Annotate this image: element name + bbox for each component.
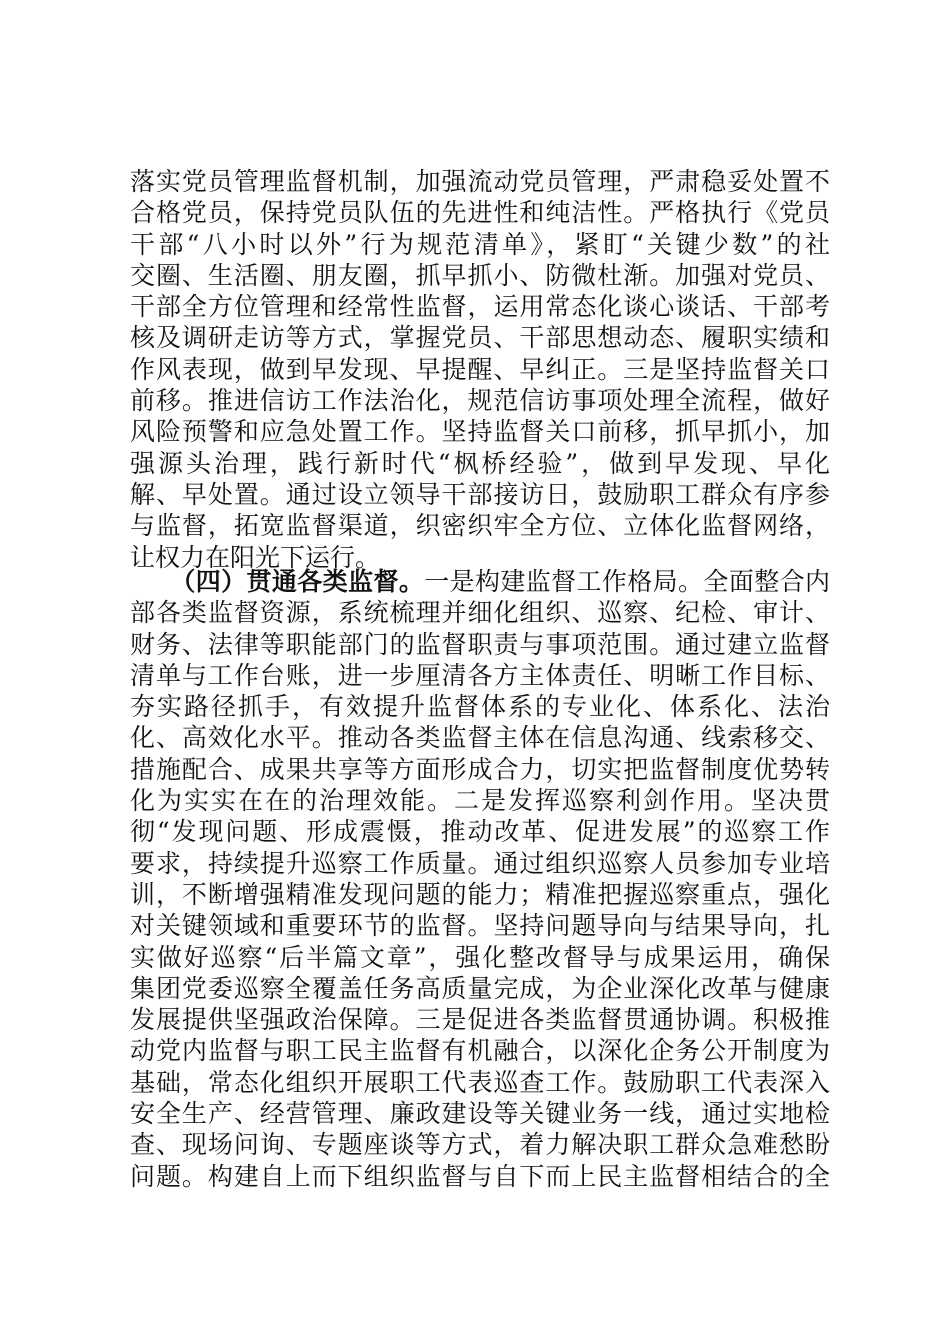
text-line: 风险预警和应急处置工作。坚持监督关口前移，抓早抓小，加	[130, 417, 830, 447]
text-line: 交圈、生活圈、朋友圈，抓早抓小、防微杜渐。加强对党员、	[130, 260, 830, 290]
text-line: 干部全方位管理和经常性监督，运用常态化谈心谈话、干部考	[130, 292, 830, 322]
text-line: 实做好巡察“后半篇文章”，强化整改督导与成果运用，确保	[130, 942, 830, 972]
text-line: 解、早处置。通过设立领导干部接访日，鼓励职工群众有序参	[130, 479, 830, 509]
text-line: 让权力在阳光下运行。	[130, 542, 381, 572]
text-line: 落实党员管理监督机制，加强流动党员管理，严肃稳妥处置不	[130, 167, 830, 196]
text-line: 发展提供坚强政治保障。三是促进各类监督贯通协调。积极推	[130, 1005, 830, 1035]
text-line: 安全生产、经营管理、廉政建设等关键业务一线，通过实地检	[130, 1099, 830, 1129]
text-line: 动党内监督与职工民主监督有机融合，以深化企务公开制度为	[130, 1036, 830, 1066]
text-line: 查、现场问询、专题座谈等方式，着力解决职工群众急难愁盼	[130, 1130, 830, 1160]
text-line: 要求，持续提升巡察工作质量。通过组织巡察人员参加专业培	[130, 848, 830, 878]
text-line: 合格党员，保持党员队伍的先进性和纯洁性。严格执行《党员	[130, 198, 830, 228]
text-line: 集团党委巡察全覆盖任务高质量完成，为企业深化改革与健康	[130, 973, 830, 1003]
text-line: 部各类监督资源，系统梳理并细化组织、巡察、纪检、审计、	[130, 598, 830, 628]
text-line: 措施配合、成果共享等方面形成合力，切实把监督制度优势转	[130, 754, 830, 784]
text-line: 财务、法律等职能部门的监督职责与事项范围。通过建立监督	[130, 629, 830, 659]
text-line: 训，不断增强精准发现问题的能力；精准把握巡察重点，强化	[130, 879, 830, 909]
first-line-text: 一是构建监督工作格局。全面整合内	[424, 567, 830, 596]
text-line: 问题。构建自上而下组织监督与自下而上民主监督相结合的全	[130, 1161, 830, 1191]
paragraph-section-four	[130, 566, 830, 1192]
paragraph-continued	[130, 166, 830, 573]
text-line: 彻“发现问题、形成震慑，推动改革、促进发展”的巡察工作	[130, 817, 830, 847]
text-line: 清单与工作台账，进一步厘清各方主体责任、明晰工作目标、	[130, 660, 830, 690]
text-line: 前移。推进信访工作法治化，规范信访事项处理全流程，做好	[130, 386, 830, 416]
text-line: 对关键领域和重要环节的监督。坚持问题导向与结果导向，扎	[130, 911, 830, 941]
text-line: 基础，常态化组织开展职工代表巡查工作。鼓励职工代表深入	[130, 1067, 830, 1097]
text-line: 核及调研走访等方式，掌握党员、干部思想动态、履职实绩和	[130, 323, 830, 353]
text-line: 强源头治理，践行新时代“枫桥经验”，做到早发现、早化	[130, 448, 830, 478]
text-line: 化、高效化水平。推动各类监督主体在信息沟通、线索移交、	[130, 723, 830, 753]
first-line	[130, 566, 830, 597]
text-line: 化为实实在在的治理效能。二是发挥巡察利剑作用。坚决贯	[130, 786, 830, 816]
text-line: 干部“八小时以外”行为规范清单》，紧盯“关键少数”的社	[130, 229, 830, 259]
text-line: 夯实路径抓手，有效提升监督体系的专业化、体系化、法治	[130, 692, 830, 722]
text-line: 作风表现，做到早发现、早提醒、早纠正。三是坚持监督关口	[130, 354, 830, 384]
text-line: 与监督，拓宽监督渠道，织密织牢全方位、立体化监督网络，	[130, 511, 830, 541]
section-heading: （四）贯通各类监督。	[170, 567, 425, 596]
